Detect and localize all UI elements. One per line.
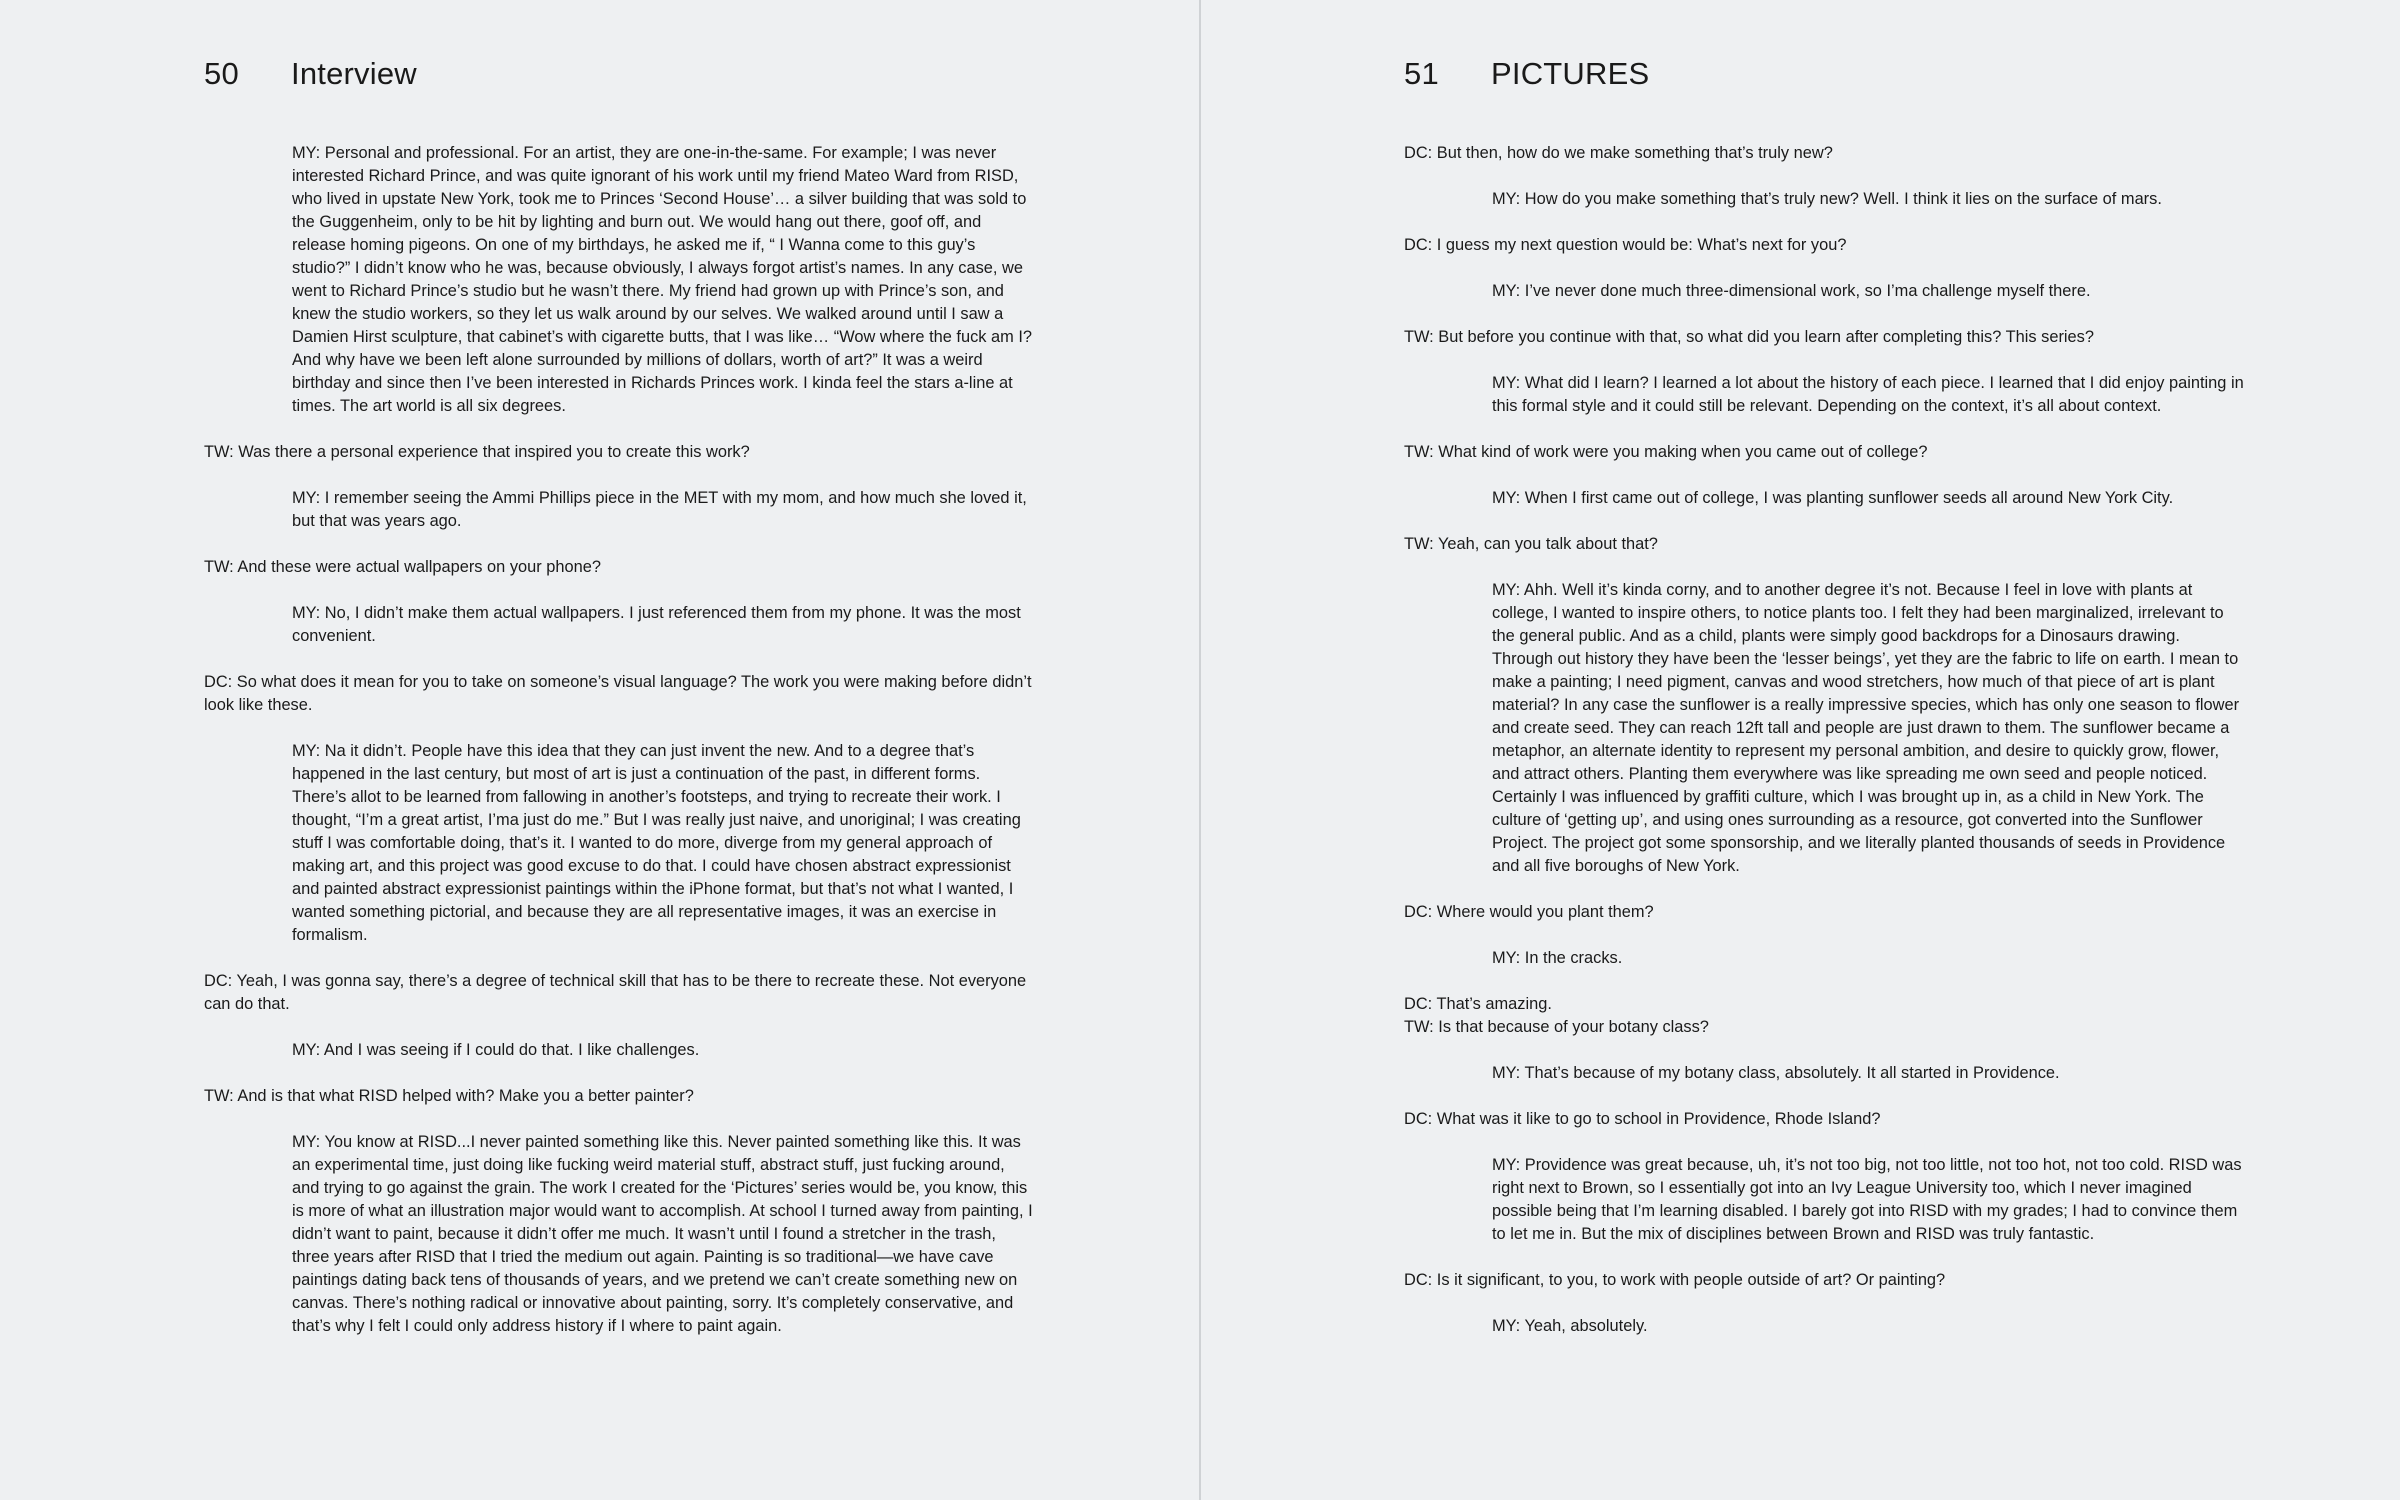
answer-paragraph: MY: No, I didn’t make them actual wallpapers. I just referenced them from my phone. It was the most convenient. <box>292 604 1021 645</box>
question-paragraph: DC: Where would you plant them? <box>1404 903 1654 921</box>
answer-paragraph: MY: You know at RISD...I never painted something like this. Never painted something like this. It was an experimental time, just doing like fucking weird material stuff, abstract stuff, just fucking around, and trying to go against the grain. The work I created for the ‘Pictures’ series would be, you know, this is more of what an illustration major would want to accomplish. At school I turned away from painting, I didn’t want to paint, because it didn’t offer me much. It wasn’t until I found a stretcher in the trash, three years after RISD that I tried the medium out again. Painting is so traditional—we have cave paintings dating back tens of thousands of years, and we pretend we can’t create something new on canvas. There’s nothing radical or innovative about painting, sorry. It’s completely conservative, and that’s why I felt I could only address history if I where to paint again. <box>292 1133 1033 1335</box>
answer-paragraph: MY: Personal and professional. For an artist, they are one-in-the-same. For example; I was never interested Richard Prince, and was quite ignorant of his work until my friend Mateo Ward from RISD, who lived in upstate New York, took me to Princes ‘Second House’… a silver building that was sold to the Guggenheim, only to be hit by lighting and burn out. We would hang out there, goof off, and release homing pigeons. On one of my birthdays, he asked me if, “ I Wanna come to this guy’s studio?” I didn’t know who he was, because obviously, I always forgot artist’s names. In any case, we went to Richard Prince’s studio but he wasn’t there. My friend had grown up with Prince’s son, and knew the studio workers, so they let us walk around by our selves. We walked around until I saw a Damien Hirst sculpture, that cabinet’s with cigarette butts, that I was like… “Wow where the fuck am I? And why have we been left alone surrounded by millions of dollars, worth of art?” It was a weird birthday and since then I’ve been interested in Richards Princes work. I kinda feel the stars a-line at times. The art world is all six degrees. <box>292 144 1033 415</box>
answer-paragraph: MY: Yeah, absolutely. <box>1492 1317 1648 1335</box>
question-paragraph: TW: But before you continue with that, so what did you learn after completing this? This series? <box>1404 328 2094 346</box>
answer-paragraph: MY: How do you make something that’s truly new? Well. I think it lies on the surface of mars. <box>1492 190 2162 208</box>
interview-text <box>1404 142 2244 1361</box>
question-paragraph: TW: And is that what RISD helped with? Make you a better painter? <box>204 1087 694 1105</box>
answer-paragraph: MY: I remember seeing the Ammi Phillips piece in the MET with my mom, and how much she loved it, but that was years ago. <box>292 489 1027 530</box>
question-paragraph: TW: And these were actual wallpapers on your phone? <box>204 558 601 576</box>
answer-paragraph: MY: Providence was great because, uh, it’s not too big, not too little, not too hot, not too cold. RISD was right next to Brown, so I essentially got into an Ivy League University too, which I never imagined possible being that I’m learning disabled. I barely got into RISD with my grades; I had to convince them to let me in. But the mix of disciplines between Brown and RISD was truly fantastic. <box>1492 1156 2242 1243</box>
answer-paragraph: MY: What did I learn? I learned a lot about the history of each piece. I learned that I did enjoy painting in this formal style and it could still be relevant. Depending on the context, it’s all about context. <box>1492 374 2244 415</box>
question-paragraph: TW: Was there a personal experience that inspired you to create this work? <box>204 443 750 461</box>
left-page <box>0 0 1199 1500</box>
answer-paragraph: MY: When I first came out of college, I was planting sunflower seeds all around New York City. <box>1492 489 2174 507</box>
question-paragraph: TW: What kind of work were you making when you came out of college? <box>1404 443 1928 461</box>
page-header <box>204 56 417 92</box>
page-number: 51 <box>1404 56 1439 91</box>
question-paragraph <box>1404 993 2244 1039</box>
question-paragraph: DC: Yeah, I was gonna say, there’s a degree of technical skill that has to be there to recreate these. Not everyone can do that. <box>204 972 1027 1013</box>
question-paragraph: DC: So what does it mean for you to take on someone’s visual language? The work you were making before didn’t look like these. <box>204 673 1032 714</box>
answer-paragraph: MY: That’s because of my botany class, absolutely. It all started in Providence. <box>1492 1064 2060 1082</box>
right-page <box>1201 0 2400 1500</box>
answer-paragraph: MY: In the cracks. <box>1492 949 1623 967</box>
page-number: 50 <box>204 56 239 91</box>
question-line: TW: Is that because of your botany class? <box>1404 1018 1709 1036</box>
page-title: Interview <box>291 56 417 91</box>
page-title: PICTURES <box>1491 56 1650 91</box>
interview-text <box>204 142 1034 1361</box>
question-line: DC: That’s amazing. <box>1404 995 1552 1013</box>
question-paragraph: DC: What was it like to go to school in Providence, Rhode Island? <box>1404 1110 1881 1128</box>
answer-paragraph: MY: And I was seeing if I could do that. I like challenges. <box>292 1041 700 1059</box>
page-header <box>1404 56 1649 92</box>
answer-paragraph: MY: I’ve never done much three-dimensional work, so I’ma challenge myself there. <box>1492 282 2091 300</box>
question-paragraph: DC: I guess my next question would be: What’s next for you? <box>1404 236 1847 254</box>
question-paragraph: DC: But then, how do we make something that’s truly new? <box>1404 144 1833 162</box>
question-paragraph: TW: Yeah, can you talk about that? <box>1404 535 1658 553</box>
answer-paragraph: MY: Na it didn’t. People have this idea that they can just invent the new. And to a degree that’s happened in the last century, but most of art is just a continuation of the past, in different forms. There’s allot to be learned from fallowing in another’s footsteps, and trying to recreate their work. I thought, “I’m a great artist, I’ma just do me.” But I was really just naive, and unoriginal; I was creating stuff I was comfortable doing, that’s it. I wanted to do more, diverge from my general approach of making art, and this project was good excuse to do that. I could have chosen abstract expressionist and painted abstract expressionist paintings within the iPhone format, but that’s not what I wanted, I wanted something pictorial, and because they are all representative images, it was an exercise in formalism. <box>292 742 1021 944</box>
answer-paragraph: MY: Ahh. Well it’s kinda corny, and to another degree it’s not. Because I feel in love with plants at college, I wanted to inspire others, to notice plants too. I felt they had been marginalized, irrelevant to the general public. And as a child, plants were simply good backdrops for a Dinosaurs drawing. Through out history they have been the ‘lesser beings’, yet they are the fabric to life on earth. I mean to make a painting; I need pigment, canvas and wood stretchers, how much of that piece of art is plant material? In any case the sunflower is a really impressive species, which has only one season to flower and create seed. They can reach 12ft tall and people are just drawn to them. The sunflower became a metaphor, an alternate identity to represent my personal ambition, and desire to quickly grow, flower, and attract others. Planting them everywhere was like spreading me own seed and people noticed. Certainly I was influenced by graffiti culture, which I was brought up in, as a child in New York. The culture of ‘getting up’, and using ones surrounding as a resource, got converted into the Sunflower Project. The project got some sponsorship, and we literally planted thousands of seeds in Providence and all five boroughs of New York. <box>1492 581 2240 875</box>
question-paragraph: DC: Is it significant, to you, to work with people outside of art? Or painting? <box>1404 1271 1946 1289</box>
